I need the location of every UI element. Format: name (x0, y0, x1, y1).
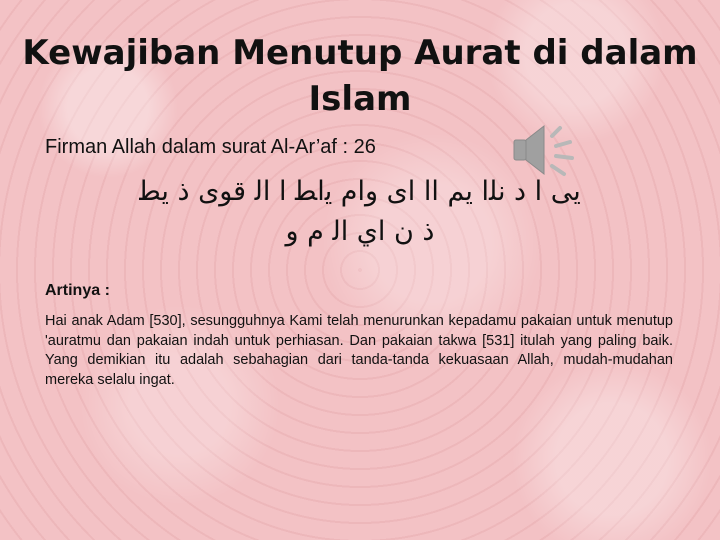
arabic-verse-line-1: ﻳﻰ ﺍ ﺩ ﻧﻠﺍ ﻳﻢ ﺍﺍ ﺍﻯ ﻭﺍﻡ ﻳﺍﻄ ﺍ ﺍﻟ ﻗﻮﻯ ﺫ ﻳﻄ (139, 176, 581, 207)
slide-title: Kewajiban Menutup Aurat di dalam Islam (22, 33, 698, 119)
surah-reference: Firman Allah dalam surat Al-Ar’af : 26 (45, 136, 376, 158)
arabic-verse-line-2: ﺫ ﻥ ﺍﻱ ﺍﻟ ﻡ ﻭ (285, 216, 435, 247)
translation-heading: Artinya : (45, 282, 110, 299)
arabic-verse (40, 172, 680, 252)
translation-text: Hai anak Adam [530], sesungguhnya Kami telah menurunkan kepadamu pakaian untuk menutup 'auratmu dan pakaian indah untuk perhiasan. Dan pakaian takwa [531] itulah yang paling baik. Yang demikian itu adalah sebahagian dari tanda-tanda kekuasaan Allah, mudah-mudahan mereka selalu ingat. (45, 313, 673, 388)
